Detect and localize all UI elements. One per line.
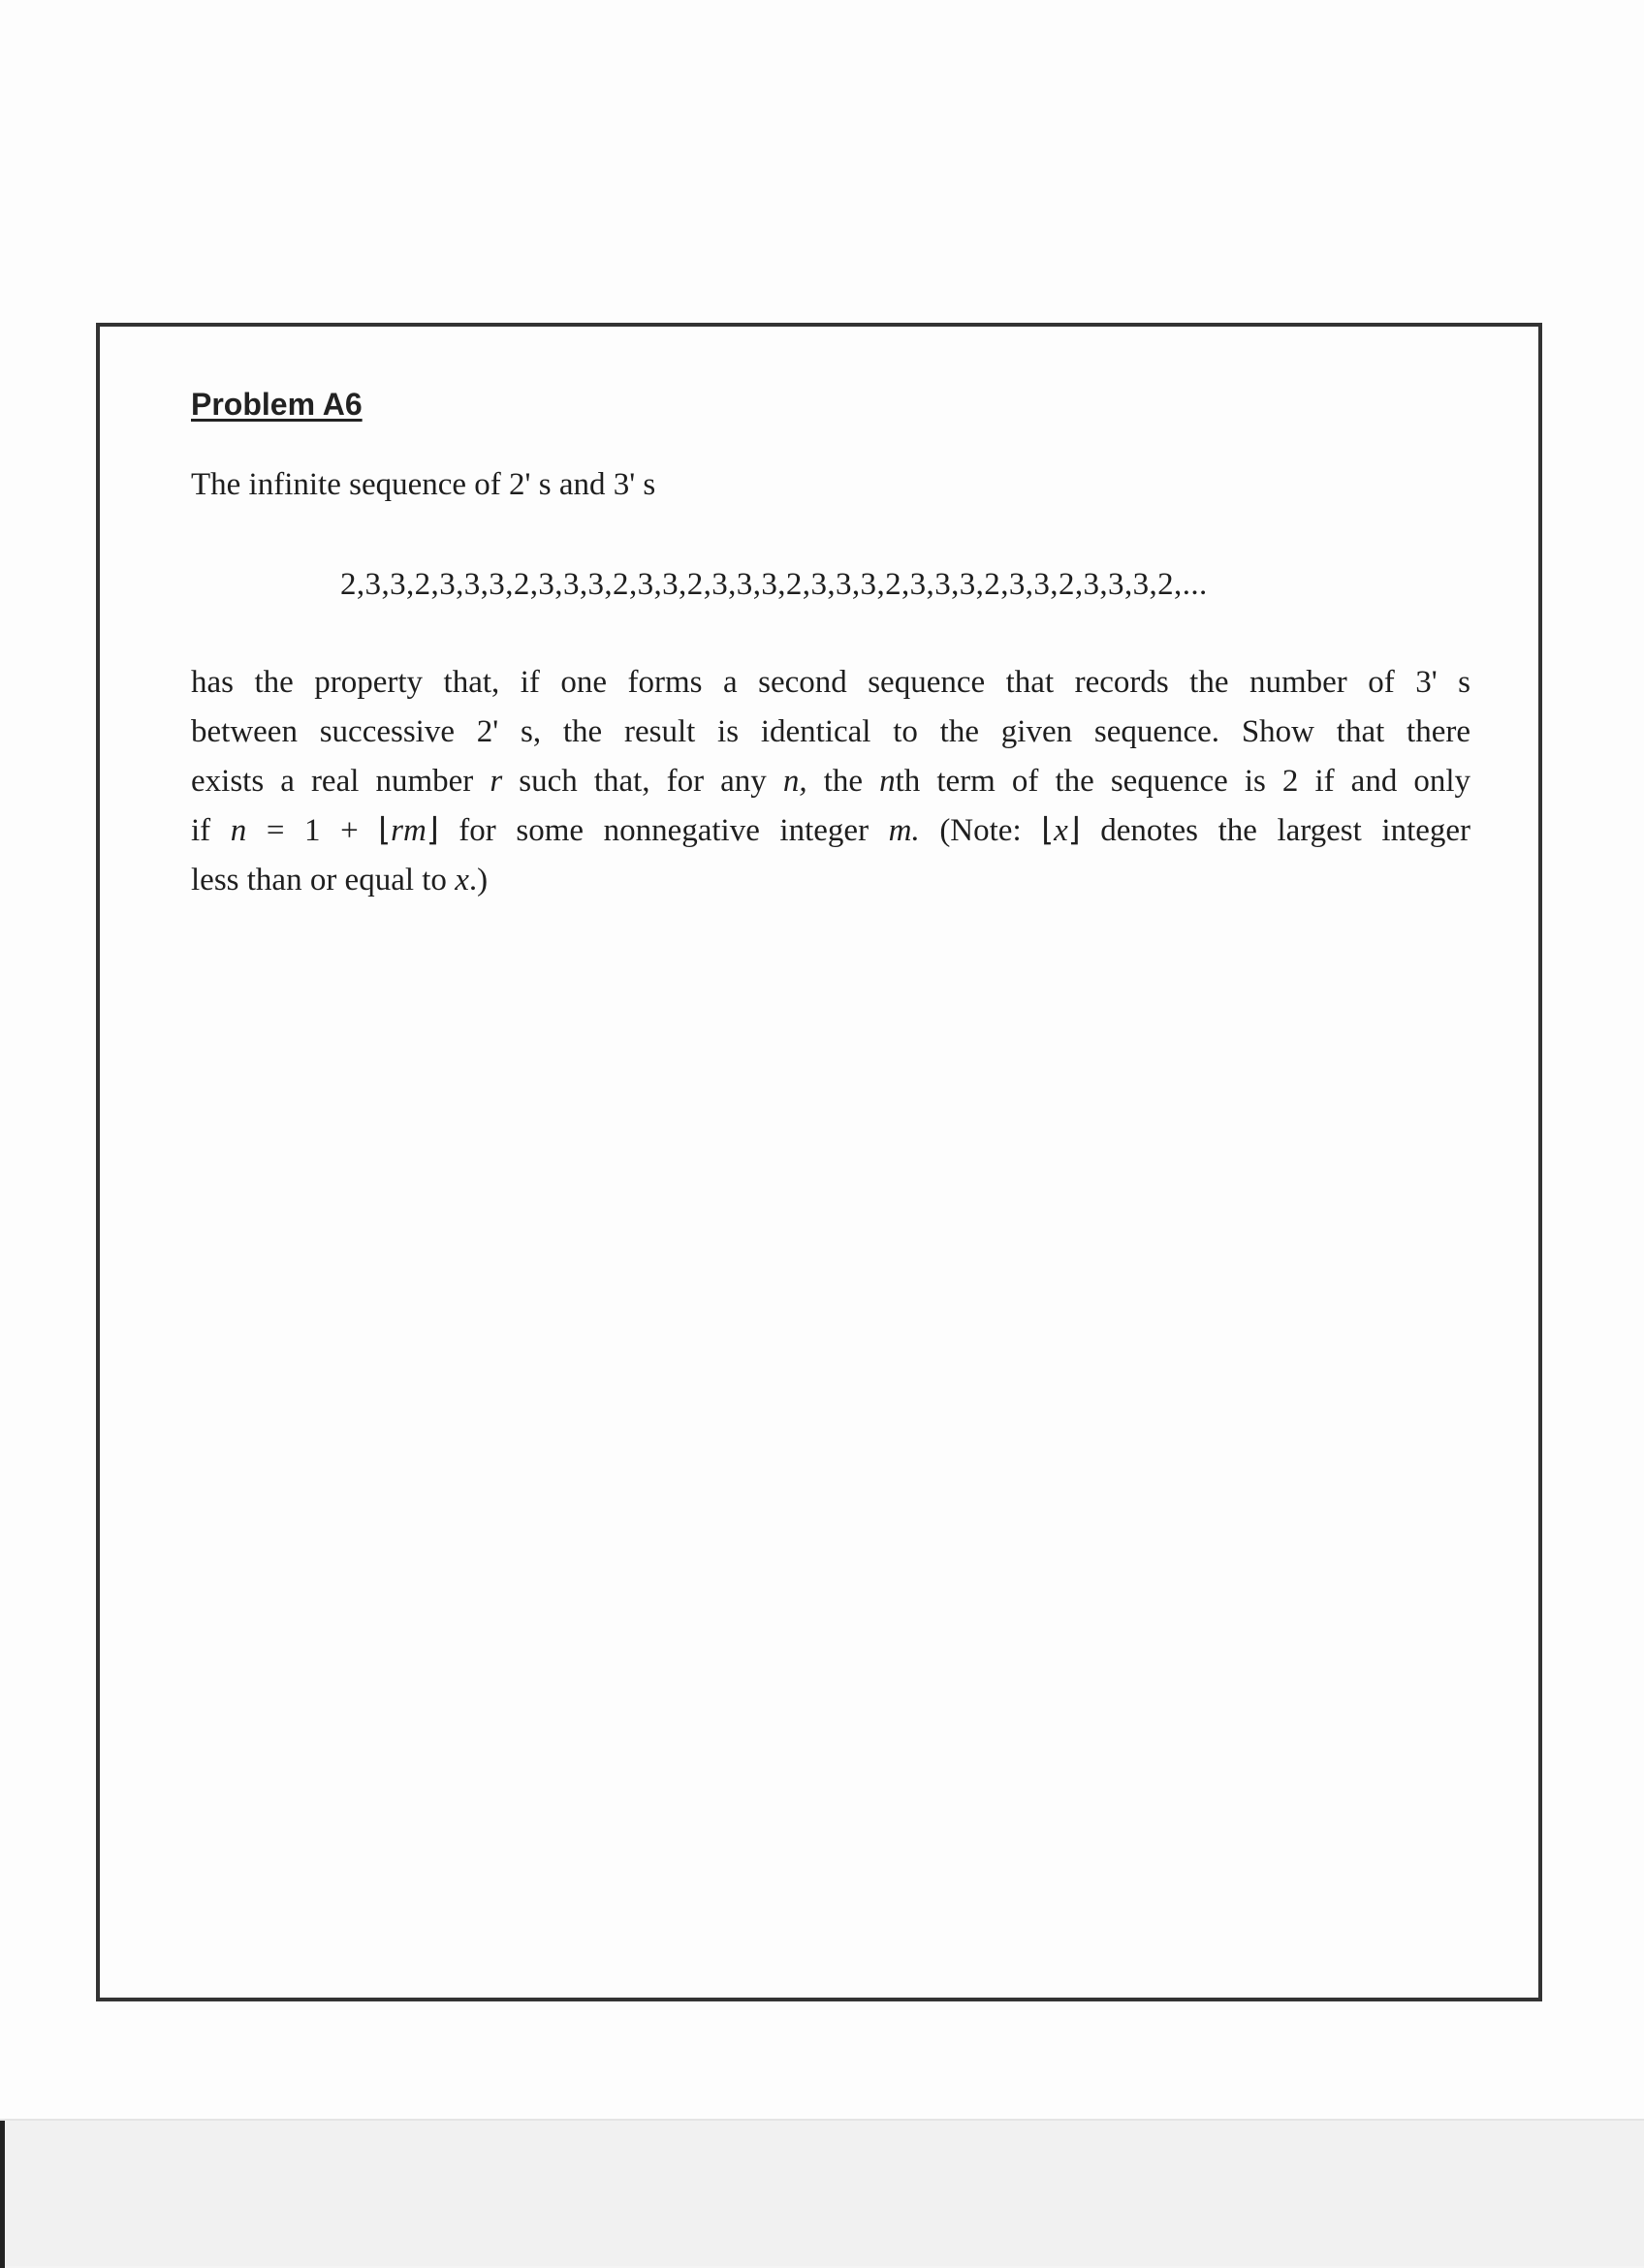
statement-line-5: [191, 856, 1470, 905]
floor-left-bracket: ⌊: [1041, 813, 1055, 848]
statement-line-1: has the property that, if one forms a second sequence that records the number of 3' s: [191, 665, 1470, 700]
problem-title: Problem A6: [191, 387, 363, 422]
floor-x: [1041, 813, 1080, 848]
equation: [231, 813, 439, 848]
text-fragment: th term of the sequence is 2 if and only: [895, 764, 1471, 799]
variable-m: m.: [888, 813, 920, 848]
text-fragment: less than or equal to: [191, 863, 447, 898]
text-fragment: denotes the largest integer: [1100, 813, 1471, 848]
text-fragment: the: [823, 764, 864, 799]
floor-left-bracket: ⌊: [378, 813, 392, 848]
variable-rm: rm: [391, 813, 427, 848]
problem-intro: The infinite sequence of 2' s and 3' s: [191, 467, 656, 502]
variable-r: r: [490, 764, 503, 799]
problem-statement: [191, 658, 1470, 905]
page-edge-shadow: [0, 2121, 5, 2268]
text-fragment: such that, for any: [519, 764, 767, 799]
next-page-edge: [0, 2119, 1644, 2266]
variable-n: n,: [782, 764, 807, 799]
floor-right-bracket: ⌋: [1067, 813, 1081, 848]
statement-line-3: [191, 757, 1470, 806]
sequence-display: 2,3,3,2,3,3,3,2,3,3,3,2,3,3,2,3,3,3,2,3,3,3,2,3,3,3,2,3,3,2,3,3,3,2,...: [340, 567, 1208, 602]
floor-right-bracket: ⌋: [426, 813, 439, 848]
variable-n: n: [230, 813, 247, 848]
variable-x: x: [455, 863, 469, 898]
equation-operator: = 1 +: [246, 813, 379, 848]
variable-n: n: [879, 764, 896, 799]
text-fragment: exists a real number: [191, 764, 474, 799]
text-fragment: for some nonnegative integer: [458, 813, 869, 848]
problem-frame: [96, 323, 1542, 2001]
text-fragment: if: [191, 813, 211, 848]
text-fragment: (Note:: [939, 813, 1022, 848]
statement-line-2: between successive 2' s, the result is identical to the given sequence. Show that there: [191, 714, 1470, 749]
text-fragment: .): [468, 863, 489, 898]
variable-x: x: [1054, 813, 1068, 848]
statement-line-4: [191, 806, 1470, 856]
